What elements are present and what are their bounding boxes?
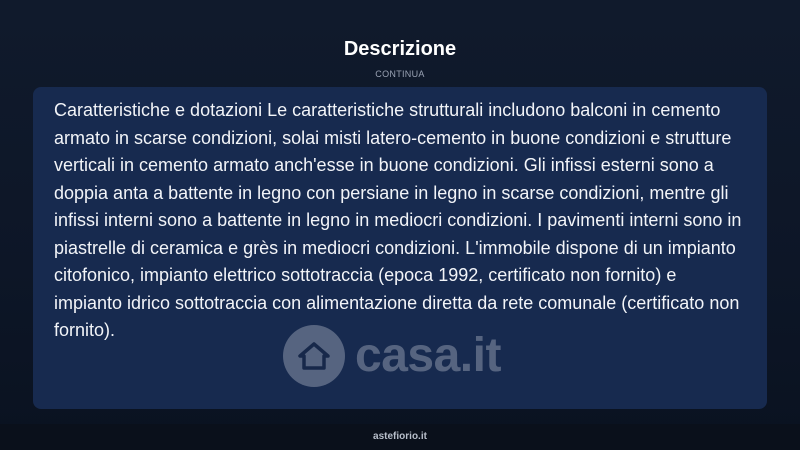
footer-site-link[interactable]: astefiorio.it xyxy=(373,431,427,442)
watermark-text: casa.it xyxy=(355,329,501,382)
description-header xyxy=(0,36,800,82)
description-card xyxy=(33,87,767,409)
footer xyxy=(0,424,800,450)
page-title: Descrizione xyxy=(343,38,457,60)
description-text: Caratteristiche e dotazioni Le caratteristiche strutturali includono balconi in cemento armato in scarse condizioni, solai misti latero-cemento in buone condizioni e strutture verticali in cemento armato anch'esse in buone condizioni. Gli infissi esterni sono a doppia anta a battente in legno con persiane in legno in scarse condizioni, mentre gli infissi interni sono a battente in legno in mediocri condizioni. I pavimenti interni sono in piastrelle di ceramica e grès in mediocri condizioni. L'immobile dispone di un impianto citofonico, impianto elettrico sottotraccia (epoca 1992, certificato non fornito) e impianto idrico sottotraccia con alimentazione diretta da rete comunale (certificato non fornito). xyxy=(54,100,742,340)
continue-link[interactable]: CONTINUA xyxy=(375,69,425,79)
